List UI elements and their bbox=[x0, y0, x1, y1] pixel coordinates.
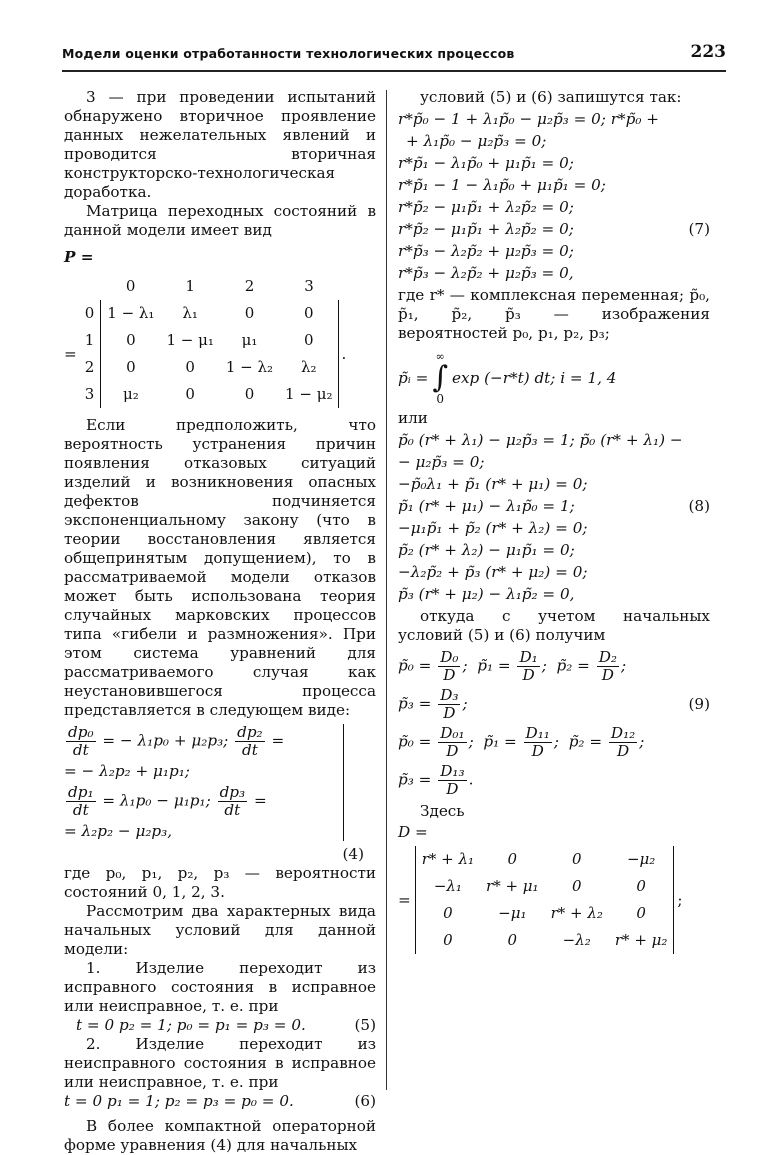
paragraph: где p₀, p₁, p₂, p₃ — вероятности состояний 0, 1, 2, 3. bbox=[64, 864, 376, 901]
matrix-row-header: 1 bbox=[84, 331, 95, 349]
determinant-table bbox=[415, 846, 675, 954]
equation-number: (9) bbox=[688, 695, 710, 713]
matrix-cell: 0 bbox=[244, 385, 255, 403]
equation-5: t = 0 p₂ = 1; p₀ = p₁ = p₃ = 0. (5) bbox=[76, 1016, 376, 1034]
transition-matrix bbox=[64, 273, 376, 408]
paragraph: условий (5) и (6) запишутся так: bbox=[420, 88, 682, 106]
paragraph: В более компактной операторной форме уравнения (4) для начальных bbox=[64, 1117, 376, 1154]
paragraph: Если предположить, что вероятность устранения причин появления отказовых ситуаций изделий и возникновения опасных дефектов подчиняется экспоненциальному закону (что в теории восстановления является общепринятым допущением), то в рассматриваемой модели отказов может быть использована теория случайных марковских процессов типа «гибели и размножения». При этом система уравнений для рассматриваемого случая как неустановившегося процесса представляется в следующем виде: bbox=[64, 416, 376, 719]
det-cell: r* + λ₂ bbox=[550, 904, 603, 922]
left-column bbox=[64, 88, 376, 1155]
equation-number: (8) bbox=[688, 497, 710, 515]
paragraph: 1. Изделие переходит из исправного состояния в исправное или неисправное, т. е. при bbox=[64, 959, 376, 1015]
matrix-col-header: 0 bbox=[125, 277, 136, 295]
matrix-cell: 1 − μ₁ bbox=[166, 331, 214, 349]
matrix-cell: 0 bbox=[101, 327, 161, 354]
det-cell: 0 bbox=[636, 877, 646, 895]
matrix-table bbox=[79, 273, 340, 408]
matrix-row-header: 3 bbox=[84, 385, 95, 403]
column-divider bbox=[386, 90, 387, 1090]
paragraph: Рассмотрим два характерных вида начальных условий для данной модели: bbox=[64, 902, 376, 958]
page-number: 223 bbox=[690, 42, 726, 62]
matrix-cell: 0 bbox=[244, 304, 255, 322]
matrix-cell: μ₂ bbox=[101, 381, 161, 408]
equals-sign: = bbox=[64, 345, 77, 363]
matrix-cell: 0 bbox=[279, 300, 339, 327]
det-cell: 0 bbox=[636, 904, 646, 922]
paragraph: откуда с учетом начальных условий (5) и (6) получим bbox=[398, 607, 710, 644]
matrix-cell: 0 bbox=[185, 358, 195, 376]
determinant: = r* + λ₁ 0 0 −μ₂ −λ₁ r* + μ₁ 0 0 0 −μ₁ r* + λ₂ 0 0 0 −λ₂ r* + μ₂ ; bbox=[398, 846, 710, 954]
det-cell: r* + λ₁ bbox=[421, 850, 475, 868]
det-cell: −μ₁ bbox=[498, 904, 527, 922]
equation-system-7: r*p̃₀ − 1 + λ₁p̃₀ − μ₂p̃₃ = 0; r*p̃₀ + + λ₁p̃₀ − μ₂p̃₃ = 0; r*p̃₁ − λ₁p̃₀ + μ₁p̃₁ = 0; r*p̃₁ − 1 − λ₁p̃₀ + μ₁p̃₁ = 0; r*p̃₂ − μ₁p̃₁ + λ₂p̃₂ = 0; r*p̃₂ − μ₁p̃₁ + λ₂p̃₂ = 0; (7) r*p̃₃ − λ₂p̃₂ + μ₂p̃₃ = 0; r*p̃₃ − λ₂p̃₂ + μ₂p̃₃ = 0, bbox=[398, 110, 710, 282]
matrix-cell: 1 − μ₂ bbox=[279, 381, 339, 408]
matrix-cell: 0 bbox=[279, 327, 339, 354]
det-cell: r* + μ₂ bbox=[614, 931, 668, 949]
integral-equation: p̃ᵢ = ∞ ∫ 0 exp (−r*t) dt; i = 1, 4 bbox=[398, 350, 617, 406]
matrix-row-header: 2 bbox=[84, 358, 95, 376]
running-title: Модели оценки отработанности технологических процессов bbox=[62, 46, 515, 61]
det-cell: 0 bbox=[507, 850, 518, 868]
matrix-col-header: 3 bbox=[304, 277, 314, 295]
right-column bbox=[398, 88, 710, 954]
matrix-col-header: 1 bbox=[185, 277, 195, 295]
matrix-cell: μ₁ bbox=[241, 331, 258, 349]
equation-system-8: p̃₀ (r* + λ₁) − μ₂p̃₃ = 1; p̃₀ (r* + λ₁) − − μ₂p̃₃ = 0; −p̃₀λ₁ + p̃₁ (r* + μ₁) = 0; p̃₁ (r* + μ₁) − λ₁p̃₀ = 1; (8) −μ₁p̃₁ + p̃₂ (r* + λ₂) = 0; p̃₂ (r* + λ₂) − μ₁p̃₁ = 0; −λ₂p̃₂ + p̃₃ (r* + μ₂) = 0; p̃₃ (r* + μ₂) − λ₁p̃₂ = 0, bbox=[398, 431, 710, 603]
matrix-cell: 0 bbox=[185, 385, 195, 403]
equation-number: (7) bbox=[688, 220, 710, 238]
determinant-label: D = bbox=[398, 823, 428, 841]
matrix-cell: 1 − λ₁ bbox=[101, 300, 161, 327]
det-cell: −λ₂ bbox=[562, 931, 591, 949]
paragraph: Матрица переходных состояний в данной модели имеет вид bbox=[64, 202, 376, 239]
matrix-row-header: 0 bbox=[84, 304, 95, 322]
matrix-col-header: 2 bbox=[244, 277, 255, 295]
word-here: Здесь bbox=[420, 802, 465, 820]
det-cell: 0 bbox=[571, 850, 582, 868]
det-cell: 0 bbox=[507, 931, 518, 949]
running-header bbox=[62, 40, 726, 72]
det-cell: r* + μ₁ bbox=[486, 877, 539, 895]
paragraph: 2. Изделие переходит из неисправного состояния в исправное или неисправное, т. е. при bbox=[64, 1035, 376, 1091]
word-or: или bbox=[398, 409, 428, 427]
matrix-cell: 0 bbox=[101, 354, 161, 381]
matrix-cell: 1 − λ₂ bbox=[225, 358, 274, 376]
det-cell: −μ₂ bbox=[626, 850, 656, 868]
equation-system-9: p̃₀ = $\frac{\text{D₀}}{D}$ ; p̃₁ = $\frac{\text{D₁}}{D}$ ; p̃₂ = $\frac{\text{D₂}}{D}$ ; p̃₃ = $\frac{\text{D₃}}{D}$ ; (9) p̃₀ = $\frac{\text{D₀₁}}{D}$ ; p̃₁ = $\frac{\text{D₁₁}}{D}$ ; p̃₂ = $\frac{\text{D₁₂}}{D}$ ; p̃₃ = $\frac{\text{D₁₃}}{D}$ . bbox=[398, 648, 710, 798]
det-cell: 0 bbox=[443, 931, 453, 949]
matrix-cell: λ₁ bbox=[182, 304, 198, 322]
equation-system-4: $\frac{\text{dp₀}}{dt}$ = − λ₁p₀ + μ₂p₃; $\frac{\text{dp₂}}{dt}$ = = − λ₂p₂ + μ₁p₁; $\frac{\text{dp₁}}{dt}$ = λ₁p₀ − μ₁p₁; $\frac{\text{dp₃}}{dt}$ = = λ₂p₂ − μ₂p₃, (4) bbox=[64, 723, 364, 863]
equation-6: t = 0 p₁ = 1; p₂ = p₃ = p₀ = 0. (6) bbox=[64, 1092, 376, 1110]
matrix-cell: λ₂ bbox=[279, 354, 339, 381]
det-cell: 0 bbox=[571, 877, 582, 895]
period: . bbox=[341, 345, 347, 363]
equation-number: (4) bbox=[342, 845, 364, 863]
paragraph: где r* — комплексная переменная; p̃₀, p̃₁, p̃₂, p̃₃ — изображения вероятностей p₀, p₁, p₂, p₃; bbox=[398, 286, 710, 342]
det-cell: 0 bbox=[443, 904, 453, 922]
det-cell: −λ₁ bbox=[433, 877, 462, 895]
paragraph: 3 — при проведении испытаний обнаружено вторичное проявление данных нежелательных явлений и проводится вторичная конструкторско-технологическая доработка. bbox=[64, 88, 376, 201]
matrix-label: P = bbox=[64, 248, 94, 266]
